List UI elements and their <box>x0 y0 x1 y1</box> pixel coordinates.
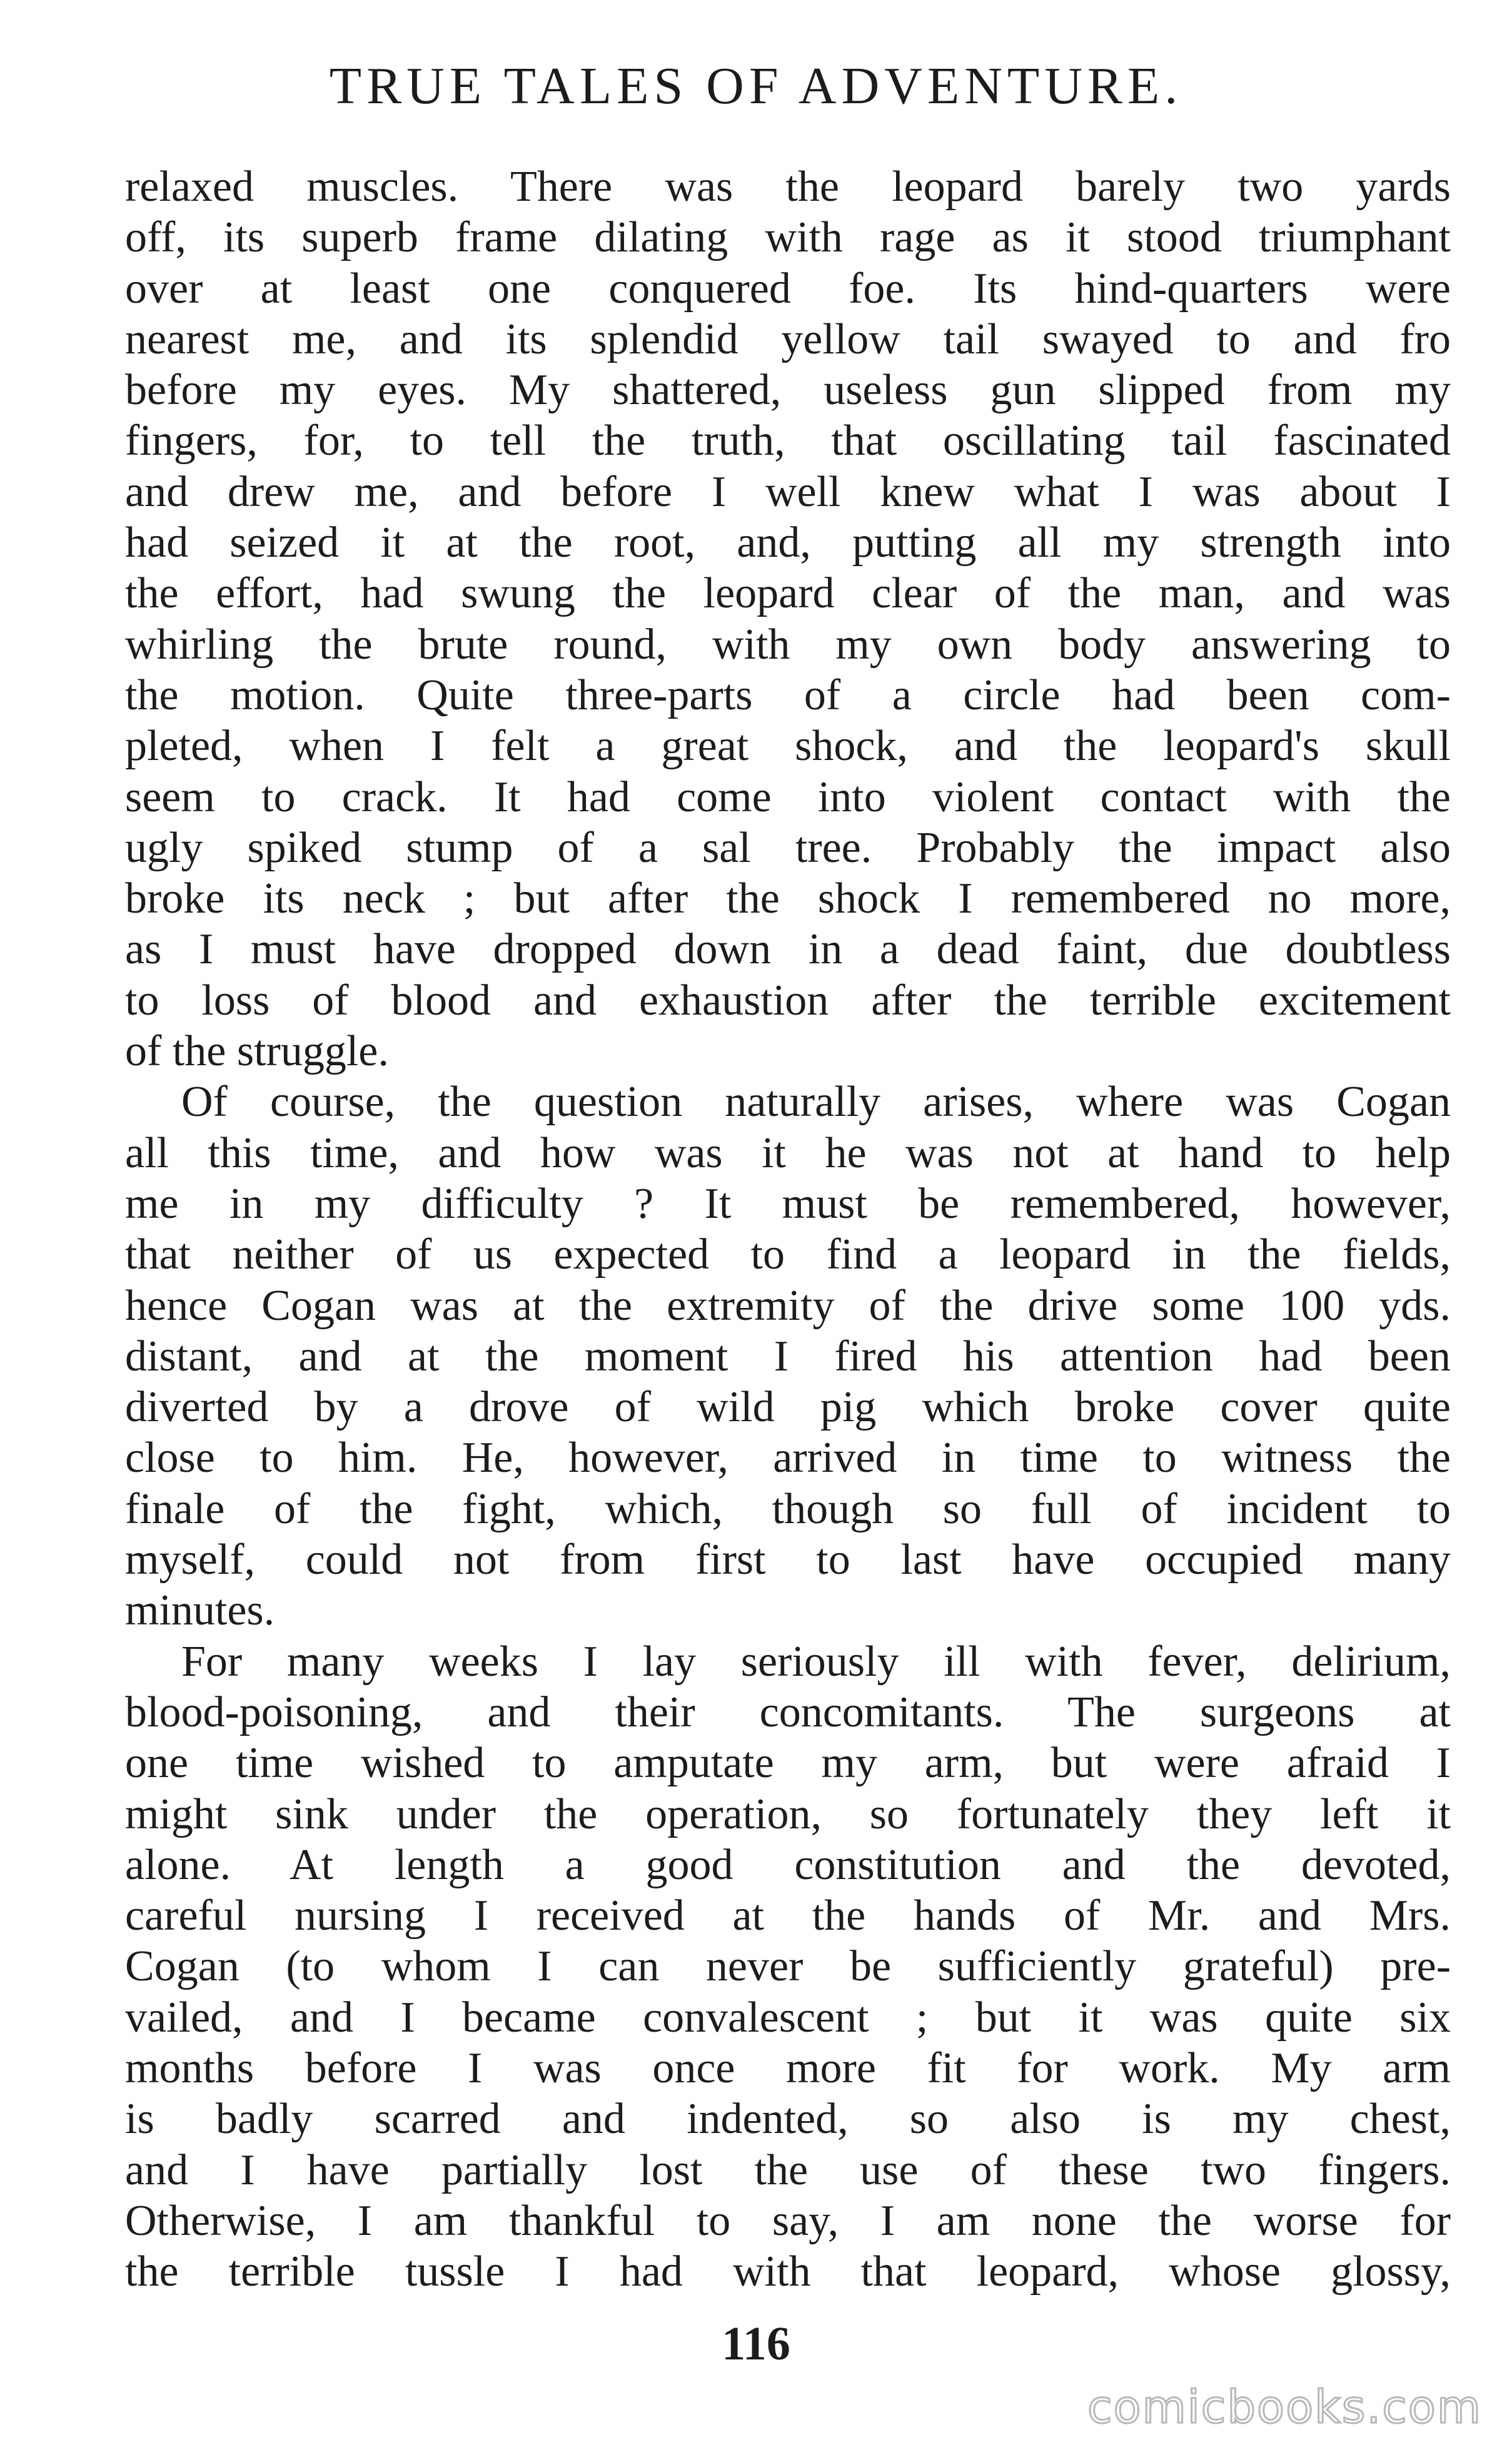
text-line: and I have partially lost the use of these two fingers. <box>125 2146 1451 2194</box>
text-line: hence Cogan was at the extremity of the drive some 100 yds. <box>125 1281 1451 1330</box>
text-line: might sink under the operation, so fortunately they left it <box>125 1790 1451 1838</box>
text-line: the motion. Quite three-parts of a circle had been com- <box>125 671 1451 719</box>
text-line: and drew me, and before I well knew what I was about I <box>125 467 1451 516</box>
text-line: ugly spiked stump of a sal tree. Probably the impact also <box>125 823 1451 872</box>
text-line: all this time, and how was it he was not at hand to help <box>125 1128 1451 1177</box>
text-line: the effort, had swung the leopard clear of the man, and was <box>125 569 1451 618</box>
text-line: relaxed muscles. There was the leopard barely two yards <box>125 163 1451 211</box>
text-line: whirling the brute round, with my own body answering to <box>125 620 1451 669</box>
text-line: months before I was once more fit for work. My arm <box>125 2044 1451 2092</box>
text-line: fingers, for, to tell the truth, that oscillating tail fascinated <box>125 417 1451 465</box>
text-line: that neither of us expected to find a leopard in the fields, <box>125 1230 1451 1279</box>
text-line: myself, could not from first to last have occupied many <box>125 1536 1451 1584</box>
text-line: the terrible tussle I had with that leopard, whose glossy, <box>125 2247 1451 2296</box>
text-line: Cogan (to whom I can never be sufficiently grateful) pre- <box>125 1942 1451 1991</box>
text-line: seem to crack. It had come into violent contact with the <box>125 773 1451 821</box>
text-line: blood-poisoning, and their concomitants. The surgeons at <box>125 1688 1451 1736</box>
text-line: alone. At length a good constitution and the devoted, <box>125 1840 1451 1889</box>
text-line: had seized it at the root, and, putting all my strength into <box>125 519 1451 567</box>
text-line: diverted by a drove of wild pig which broke cover quite <box>125 1383 1451 1432</box>
paragraph-end-line: of the struggle. <box>125 1027 389 1076</box>
text-line: off, its superb frame dilating with rage as it stood triumphant <box>125 213 1451 262</box>
text-line: nearest me, and its splendid yellow tail swayed to and fro <box>125 315 1451 363</box>
text-line: Otherwise, I am thankful to say, I am none the worse for <box>125 2196 1451 2245</box>
site-watermark: comicbooks.com <box>1087 2381 1482 2433</box>
text-line: before my eyes. My shattered, useless gun slipped from my <box>125 366 1451 415</box>
paragraph-start-line: For many weeks I lay seriously ill with fever, delirium, <box>181 1637 1451 1686</box>
text-line: me in my difficulty ? It must be remembered, however, <box>125 1179 1451 1228</box>
paragraph-start-line: Of course, the question naturally arises, where was Cogan <box>181 1078 1451 1127</box>
text-line: vailed, and I became convalescent ; but it was quite six <box>125 1993 1451 2042</box>
text-line: finale of the fight, which, though so full of incident to <box>125 1484 1451 1533</box>
text-line: to loss of blood and exhaustion after the terrible excitement <box>125 976 1451 1025</box>
paragraph-end-line: minutes. <box>125 1586 275 1635</box>
text-line: is badly scarred and indented, so also is my chest, <box>125 2095 1451 2144</box>
text-line: over at least one conquered foe. Its hind-quarters were <box>125 264 1451 313</box>
body-text <box>125 161 1451 2297</box>
text-line: distant, and at the moment I fired his attention had been <box>125 1332 1451 1381</box>
text-line: close to him. He, however, arrived in time to witness the <box>125 1434 1451 1482</box>
text-line: as I must have dropped down in a dead faint, due doubtless <box>125 925 1451 974</box>
text-line: pleted, when I felt a great shock, and the leopard's skull <box>125 722 1451 771</box>
text-line: one time wished to amputate my arm, but were afraid I <box>125 1739 1451 1788</box>
running-head: TRUE TALES OF ADVENTURE. <box>329 57 1183 115</box>
page-number: 116 <box>722 2318 790 2370</box>
text-line: careful nursing I received at the hands of Mr. and Mrs. <box>125 1892 1451 1940</box>
text-line: broke its neck ; but after the shock I remembered no more, <box>125 874 1451 923</box>
